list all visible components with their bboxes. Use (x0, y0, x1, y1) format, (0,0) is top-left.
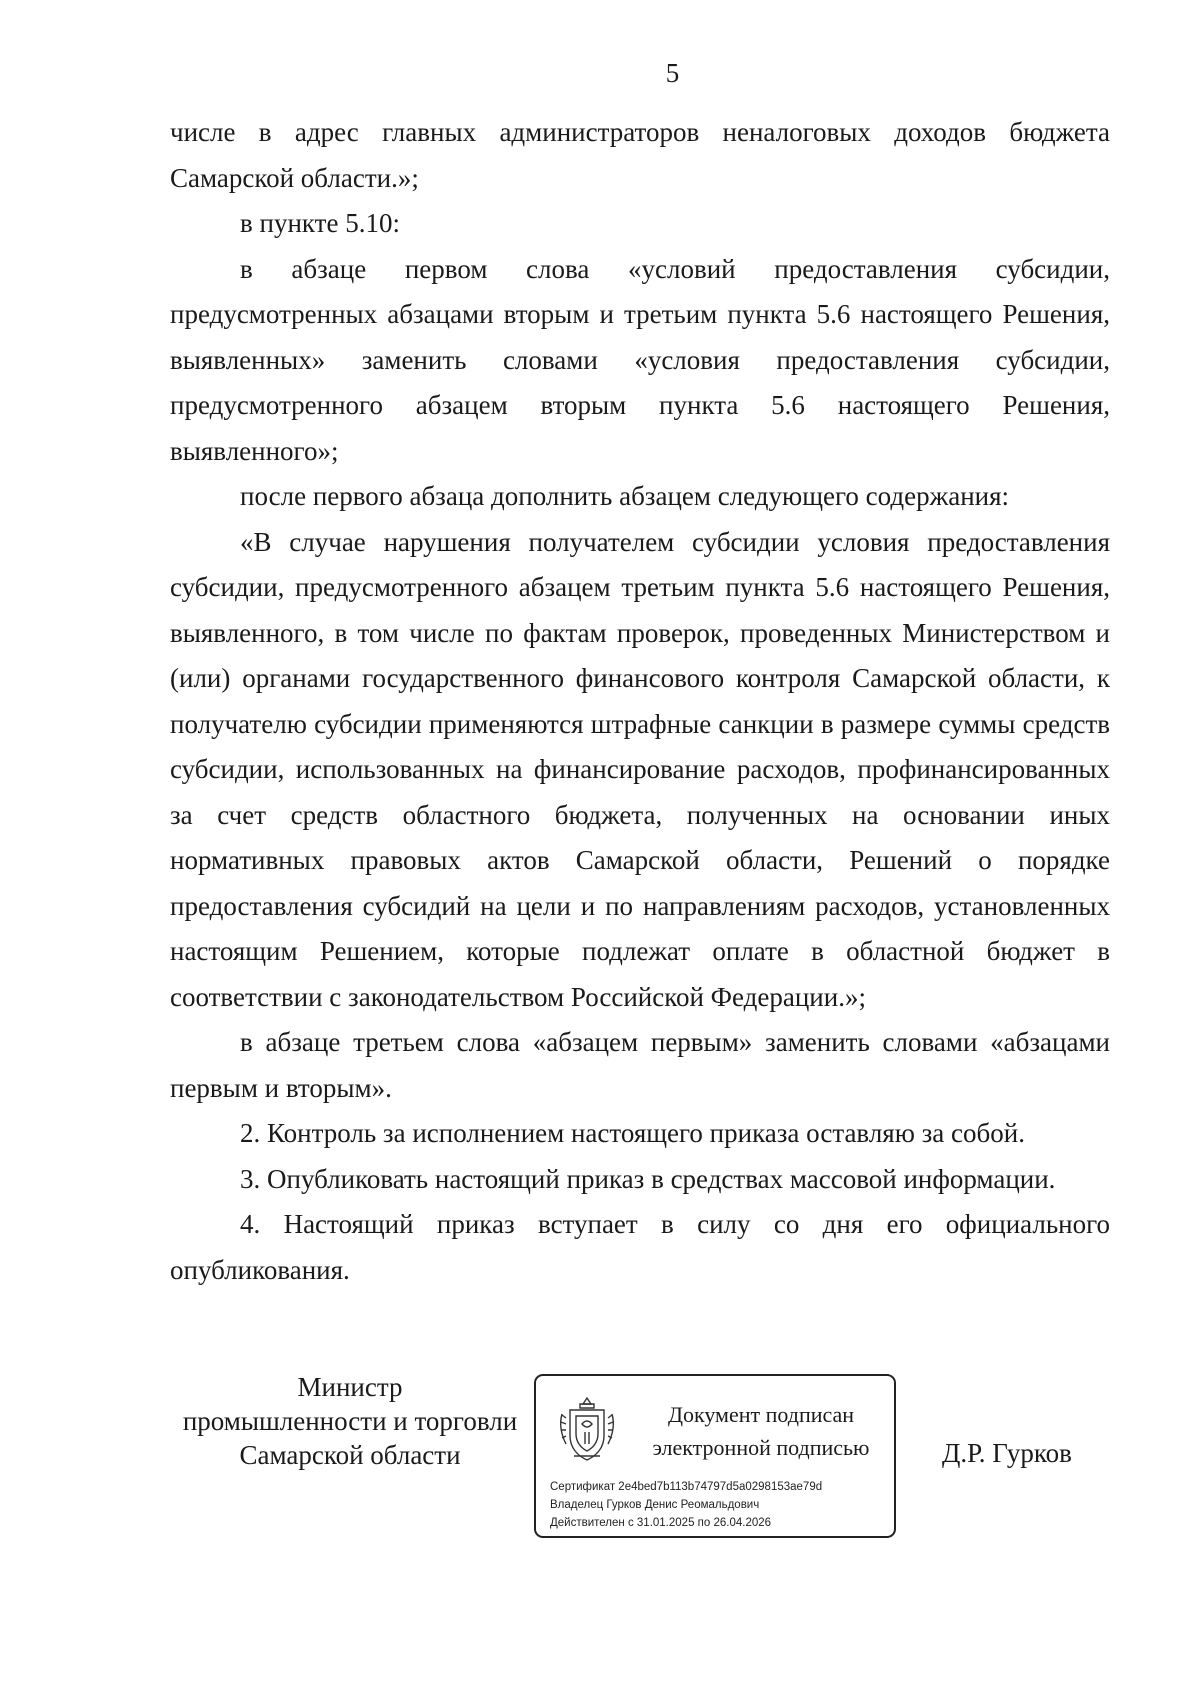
certificate-owner: Владелец Гурков Денис Реомальдович (550, 1499, 760, 1511)
certificate-number: Сертификат 2e4bed7b113b74797d5a0298153ae79d (550, 1481, 823, 1493)
certificate-validity: Действителен с 31.01.2025 по 26.04.2026 (550, 1517, 772, 1529)
stamp-details (550, 1478, 890, 1532)
stamp-title-line: электронной подписью (652, 1435, 870, 1460)
signer-name: Д.Р. Гурков (942, 1438, 1072, 1468)
paragraph-continuation: числе в адрес главных администраторов неналоговых доходов бюджета Самарской области.»; (170, 117, 1110, 193)
paragraph-third-abzac-replacement: в абзаце третьем слова «абзацем первым» заменить словами «абзацами первым и вторым». (170, 1027, 1110, 1103)
position-line: промышленности и торговли (182, 1406, 518, 1436)
paragraph-item-3: 3. Опубликовать настоящий приказ в средствах массовой информации. (240, 1163, 1056, 1194)
position-line: Самарской области (239, 1440, 461, 1470)
stamp-title-line: Документ подписан (667, 1402, 855, 1427)
paragraph-item-2: 2. Контроль за исполнением настоящего приказа оставляю за собой. (240, 1118, 1025, 1148)
electronic-signature-stamp (534, 1374, 896, 1538)
document-body (170, 110, 1110, 1293)
paragraph-clause-5-10: в пункте 5.10: (240, 208, 400, 238)
paragraph-first-abzac-replacement: в абзаце первом слова «условий предоставления субсидии, предусмотренных абзацами вторым и третьим пункта 5.6 настоящего Решения, выявленных» заменить словами «условия предоставления субсидии, предусмотренного абзацем вторым пункта 5.6 настоящего Решения, выявленного»; (170, 253, 1110, 466)
paragraph-item-4: 4. Настоящий приказ вступает в силу со дня его официального опубликования. (170, 1209, 1110, 1285)
paragraph-penalty-text: «В случае нарушения получателем субсидии условия предоставления субсидии, предусмотренного абзацем третьим пункта 5.6 настоящего Решения, выявленного, в том числе по фактам проверок, проведенных Министерством и (или) органами государственного финансового контроля Самарской области, к получателю субсидии применяются штрафные санкции в размере суммы средств субсидии, использованных на финансирование расходов, профинансированных за счет средств областного бюджета, полученных на основании иных нормативных правовых актов Самарской области, Решений о порядке предоставления субсидий на цели и по направлениям расходов, установленных настоящим Решением, которые подлежат оплате в областной бюджет в соответствии с законодательством Российской Федерации.»; (170, 526, 1110, 1012)
signatory-position (160, 1370, 540, 1472)
stamp-title (636, 1398, 886, 1464)
page-number: 5 (665, 58, 680, 88)
samara-coat-of-arms-icon (556, 1394, 618, 1466)
paragraph-add-abzac: после первого абзаца дополнить абзацем следующего содержания: (240, 481, 1010, 511)
position-line: Министр (297, 1372, 403, 1402)
